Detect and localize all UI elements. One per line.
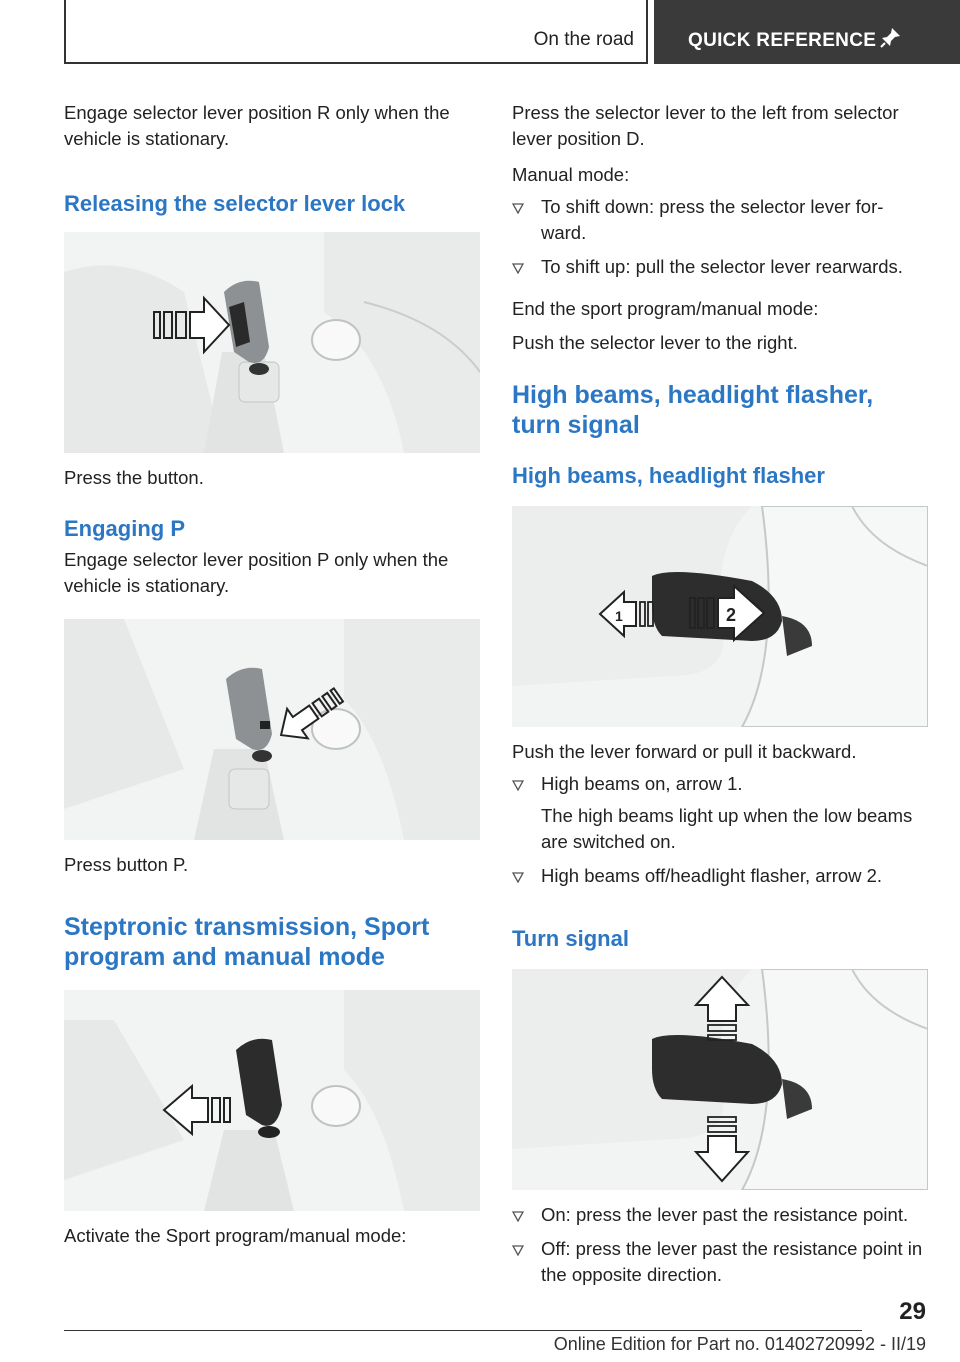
footer-edition: Online Edition for Part no. 01402720992 - II/19 [553,1334,926,1354]
list-item: On: press the lever past the resistance point. [512,1202,928,1228]
figure-turn-signal [512,969,928,1190]
arrow-2-label: 2 [726,605,737,625]
list-item: To shift up: pull the selector lever rearwards. [512,254,928,280]
turn-signal-list [512,1202,928,1288]
paragraph-r-position: Engage selector lever position R only when the vehicle is stationary. [64,102,450,149]
paragraph-engage-p: Engage selector lever position P only when the vehicle is stationary. [64,549,449,596]
triangle-bullet-icon [512,871,524,883]
heading-turn-signal: Turn signal [512,926,629,951]
manual-mode-list [512,194,928,280]
footer-divider [64,1330,862,1331]
header-chapter-title: QUICK REFERENCE [688,30,877,51]
heading-release-lock: Releasing the selector lever lock [64,191,406,216]
heading-high-beams-flasher: High beams, headlight flasher [512,463,825,488]
page-number: 29 [899,1298,926,1325]
triangle-bullet-icon [512,202,524,214]
triangle-bullet-icon [512,779,524,791]
list-item: High beams on, arrow 1. The high beams light up when the low beams are switched on. [512,771,928,855]
figure-button-p [64,619,480,840]
paragraph-push-right: Push the selector lever to the right. [512,332,798,353]
paragraph-press-left: Press the selector lever to the left from selector lever position D. [512,102,899,149]
heading-high-beams-turn: High beams, headlight flasher, turn signal [512,381,874,439]
header-section-title: On the road [533,29,634,50]
high-beams-list [512,771,928,889]
triangle-bullet-icon [512,1244,524,1256]
figure-selector-lever-button [64,232,480,453]
arrow-1-label: 1 [615,608,623,624]
heading-engaging-p: Engaging P [64,516,185,541]
figure-sport-mode [64,990,480,1211]
caption-activate-sport: Activate the Sport program/manual mode: [64,1225,407,1246]
caption-press-button-p: Press button P. [64,854,189,875]
list-item: High beams off/headlight flasher, arrow 2. [512,863,928,889]
paragraph-manual-mode: Manual mode: [512,164,630,185]
high-beams-note: The high beams light up when the low beams are switched on. [541,805,913,852]
list-item: To shift down: press the selector lever for-ward. [512,194,928,246]
right-column [512,100,928,1288]
list-item: Off: press the lever past the resistance point in the opposite direction. [512,1236,928,1288]
caption-press-button: Press the button. [64,467,204,488]
pin-icon [880,26,902,48]
heading-steptronic: Steptronic transmission, Sport program and manual mode [64,913,430,971]
triangle-bullet-icon [512,262,524,274]
paragraph-end-sport: End the sport program/manual mode: [512,298,819,319]
header-chapter-box [654,0,960,64]
header-section-box [64,0,648,64]
figure-high-beams [512,506,928,727]
left-column [64,100,480,1249]
caption-push-lever: Push the lever forward or pull it backward. [512,741,857,762]
triangle-bullet-icon [512,1210,524,1222]
